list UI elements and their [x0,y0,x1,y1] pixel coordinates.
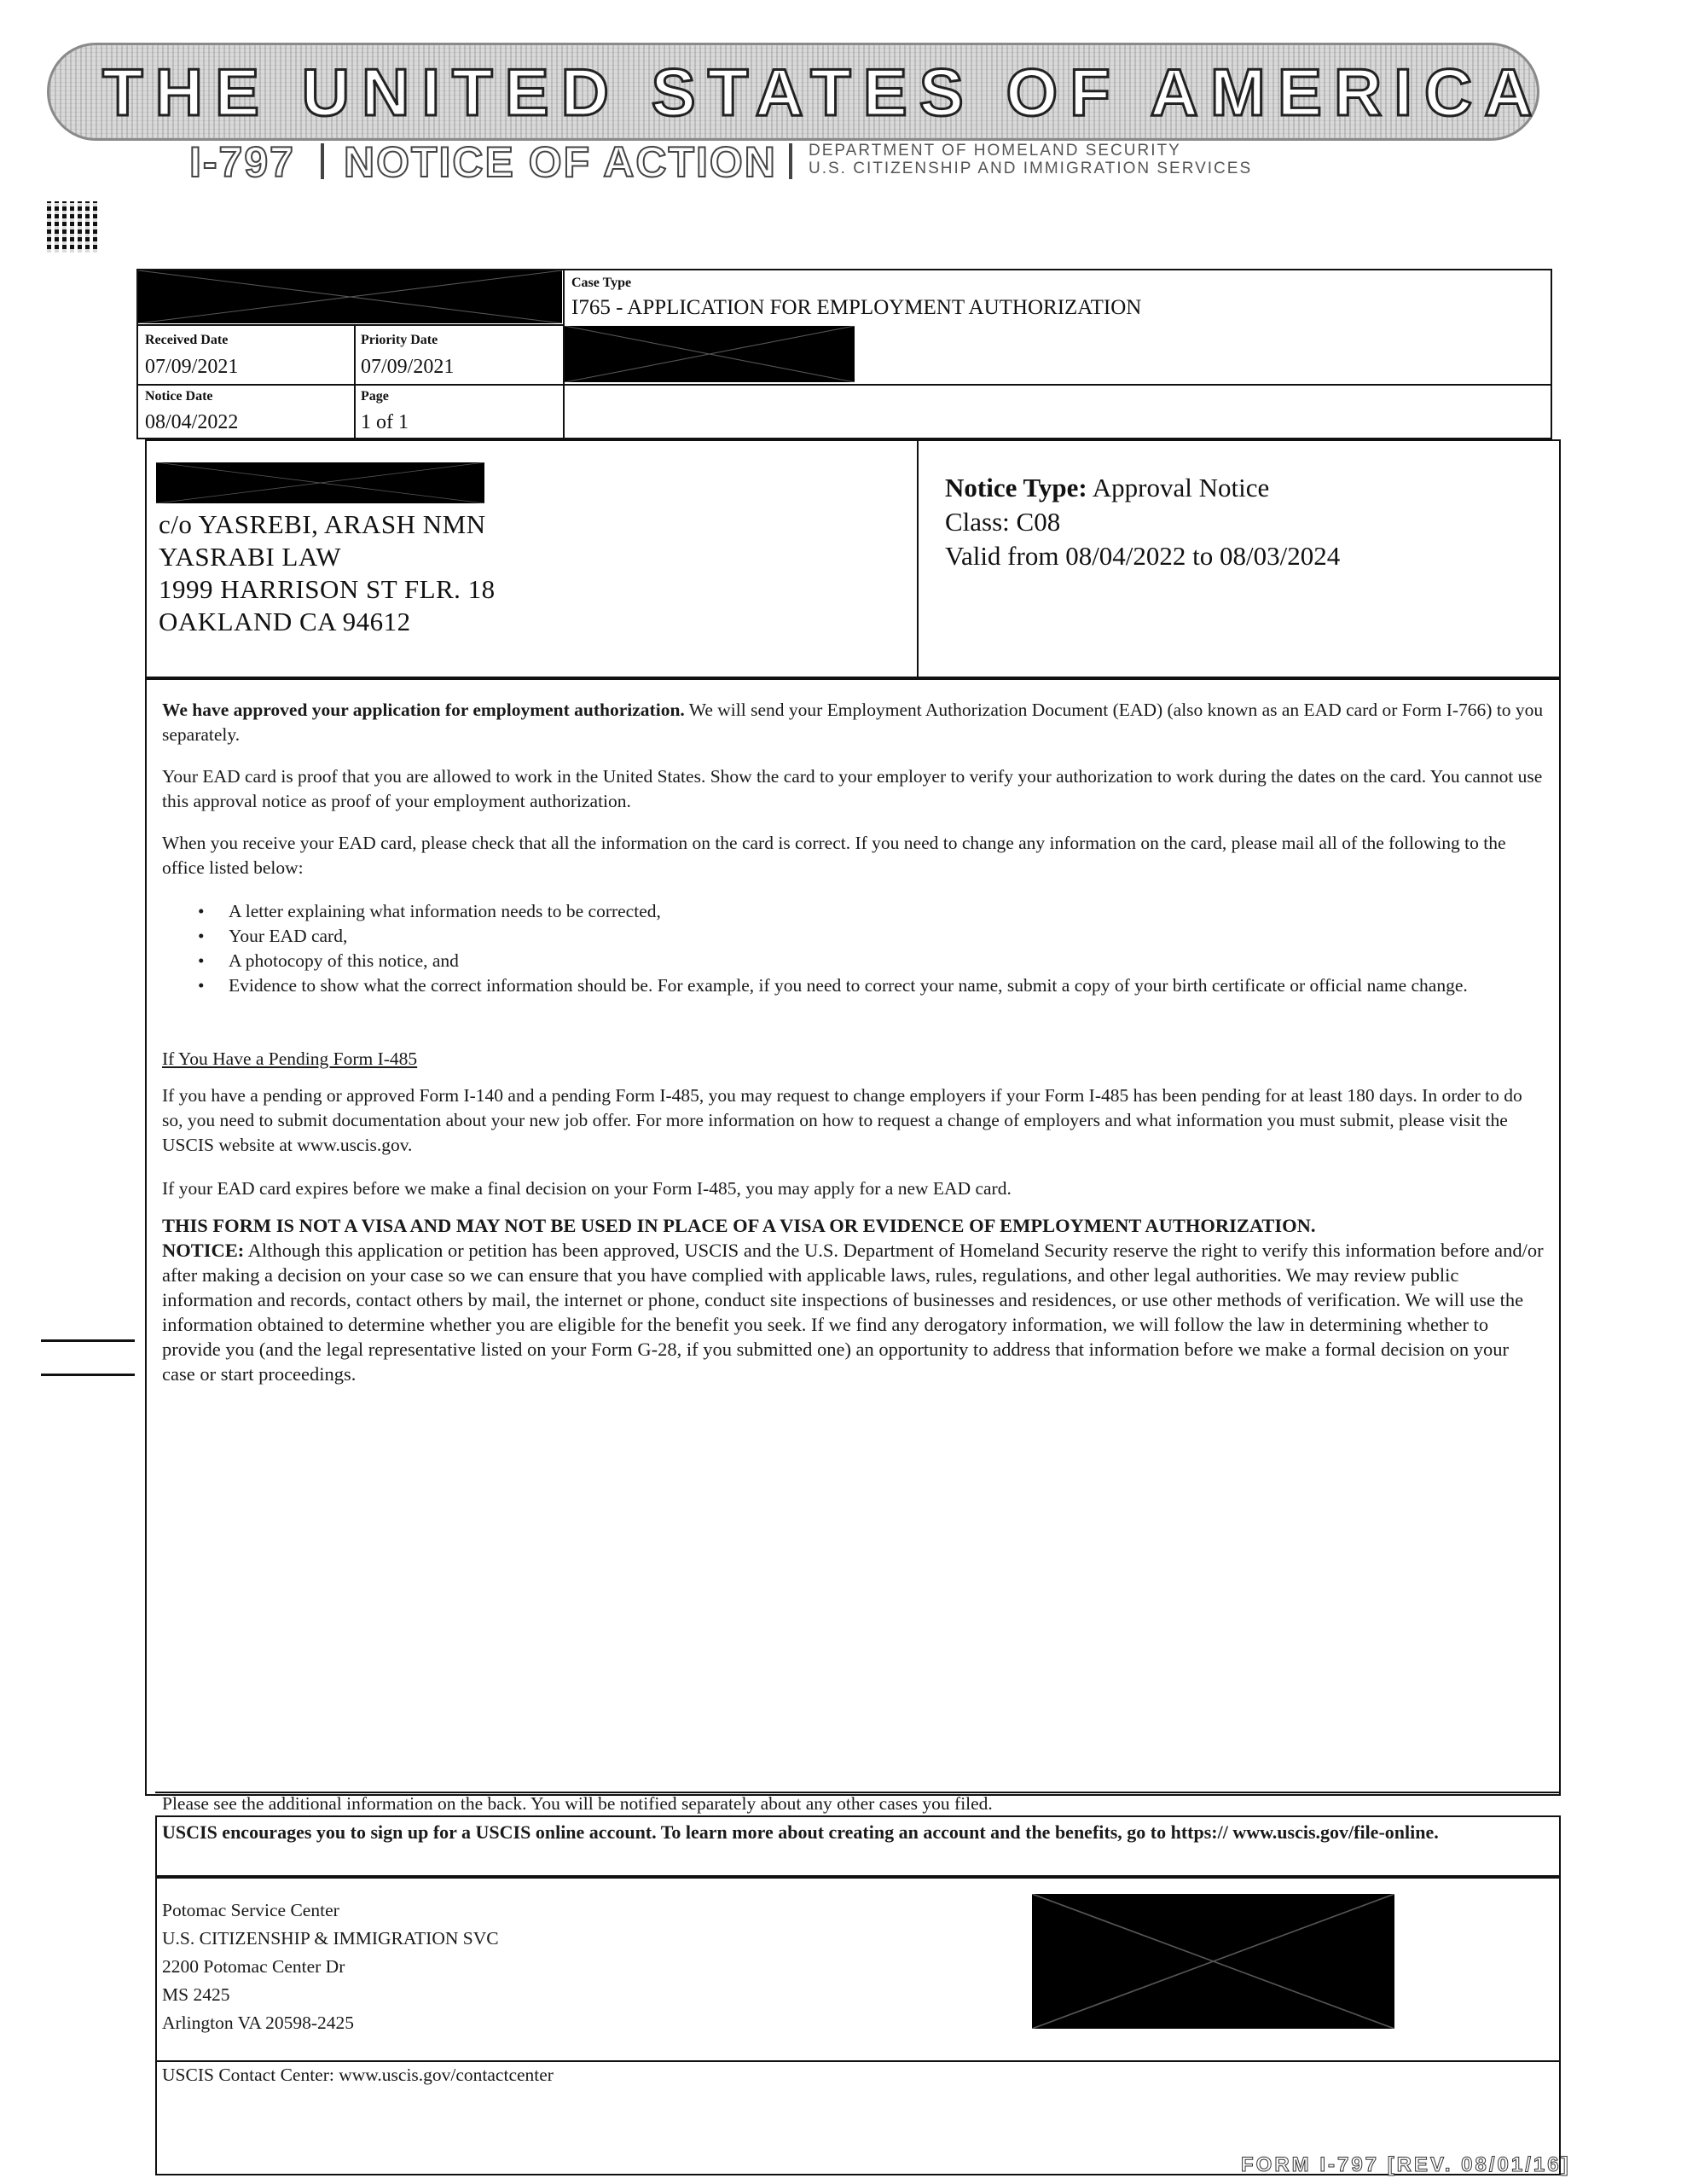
approved-rest: We will send your Employment Authorization Document (EAD) (also known as an EAD card or Form I-766) to you separately. [162,700,1544,745]
address-line2: YASRABI LAW [159,542,341,572]
margin-mark [41,1374,135,1376]
notice-label: NOTICE: [162,1240,245,1261]
legal-notice [162,1213,1544,1386]
box-divider [917,439,919,678]
list-item: • A photocopy of this notice, and [198,949,1528,973]
notice-text: Although this application or petition has been approved, USCIS and the U.S. Department of Homeland Security reserve the right to verify this information before and/or after making a decision on your case so we can ensure that you have complied with applicable laws, rules, regulations, and other legal authorities. We may review public information and records, contact others by mail, the internet or phone, conduct site inspections of businesses and residences, or use other methods of verification. We will use the information obtained to determine whether you are eligible for the benefit you seek. If we find any derogatory information, we will follow the law in determining whether to provide you (and the legal representative listed on your Form G-28, if you submitted one) an opportunity to address that information before we make a formal decision on your case or start proceedings. [162,1240,1544,1385]
pending-i485-heading: If You Have a Pending Form I-485 [162,1048,418,1069]
additional-info-text: Please see the additional information on the back. You will be notified separately about any other cases you filed. [162,1793,993,1814]
received-date-value: 07/09/2021 [145,356,239,378]
redaction-box [565,326,855,382]
notice-type-label: Notice Type: [945,473,1087,502]
notice-class: Class: C08 [945,507,1061,537]
department-line2: U.S. CITIZENSHIP AND IMMIGRATION SERVICES [809,160,1253,177]
paragraph-ead-proof: Your EAD card is proof that you are allowed to work in the United States. Show the card to your employer to verify your authorization to work during the dates on the card. You cannot use this approval notice as proof of your employment authorization. [162,766,1543,811]
margin-mark [41,1339,135,1342]
page-value: 1 of 1 [361,411,409,433]
correction-list [198,899,1528,998]
redaction-box [138,270,562,323]
redaction-box [1032,1894,1394,2029]
list-item: • Evidence to show what the correct information should be. For example, if you need to correct your name, submit a copy of your birth certificate or official name change. [198,973,1528,998]
banner-title: THE UNITED STATES OF AMERICA [102,55,1545,130]
form-revision: FORM I-797 [REV. 08/01/16] [1241,2153,1571,2176]
list-item: • Your EAD card, [198,924,1528,949]
visa-warning: THIS FORM IS NOT A VISA AND MAY NOT BE USED IN PLACE OF A VISA OR EVIDENCE OF EMPLOYMENT AUTHORIZATION. [162,1215,1316,1236]
notice-type [945,471,1269,505]
notice-of-action-heading: NOTICE OF ACTION [344,138,777,186]
paragraph-ead-expires: If your EAD card expires before we make a final decision on your Form I-485, you may apply for a new EAD card. [162,1178,1012,1199]
office-line3: 2200 Potomac Center Dr [162,1956,345,1977]
notice-date-value: 08/04/2022 [145,411,239,433]
qr-code-icon [47,201,98,253]
paragraph-pending-i485: If you have a pending or approved Form I-140 and a pending Form I-485, you may request to change employers if your Form I-485 has been pending for at least 180 days. In order to do so, you need to submit documentation about your new job offer. For more information on how to request a change of employers and what information you must submit, please visit the USCIS website at www.uscis.gov. [162,1085,1522,1155]
paragraph-check-card: When you receive your EAD card, please check that all the information on the card is correct. If you need to change any information on the card, please mail all of the following to the office listed below: [162,833,1506,878]
address-line3: 1999 HARRISON ST FLR. 18 [159,574,496,604]
contact-center-text: USCIS Contact Center: www.uscis.gov/contactcenter [162,2065,554,2085]
office-line2: U.S. CITIZENSHIP & IMMIGRATION SVC [162,1928,499,1949]
notice-date-label: Notice Date [145,389,213,404]
online-account-text: USCIS encourages you to sign up for a USCIS online account. To learn more about creating an account and the benefits, go to https:// www.uscis.gov/file-online. [162,1821,1439,1843]
department-line1: DEPARTMENT OF HOMELAND SECURITY [809,142,1181,160]
header-separator [789,143,792,179]
page-label: Page [361,389,389,404]
table-divider [354,324,356,439]
address-line1: c/o YASREBI, ARASH NMN [159,509,486,539]
priority-date-value: 07/09/2021 [361,356,455,378]
header-separator [321,143,324,179]
received-date-label: Received Date [145,333,229,347]
form-number-heading: I-797 [189,138,295,186]
redaction-box [156,462,484,503]
notice-type-value: Approval Notice [1092,473,1270,502]
case-type-label: Case Type [571,276,632,290]
table-divider [136,384,1552,386]
table-divider [136,324,563,326]
approved-lead: We have approved your application for employment authorization. [162,700,685,720]
notice-valid-dates: Valid from 08/04/2022 to 08/03/2024 [945,541,1341,571]
department-name [809,142,1252,177]
office-line1: Potomac Service Center [162,1900,339,1920]
office-line4: MS 2425 [162,1984,230,2005]
address-line4: OAKLAND CA 94612 [159,607,411,636]
paragraph-approved [162,698,1544,747]
priority-date-label: Priority Date [361,333,438,347]
list-item: • A letter explaining what information needs to be corrected, [198,899,1528,924]
office-line5: Arlington VA 20598-2425 [162,2013,354,2033]
case-type-value: I765 - APPLICATION FOR EMPLOYMENT AUTHORIZATION [571,296,1142,319]
footer-divider [155,2060,1561,2062]
